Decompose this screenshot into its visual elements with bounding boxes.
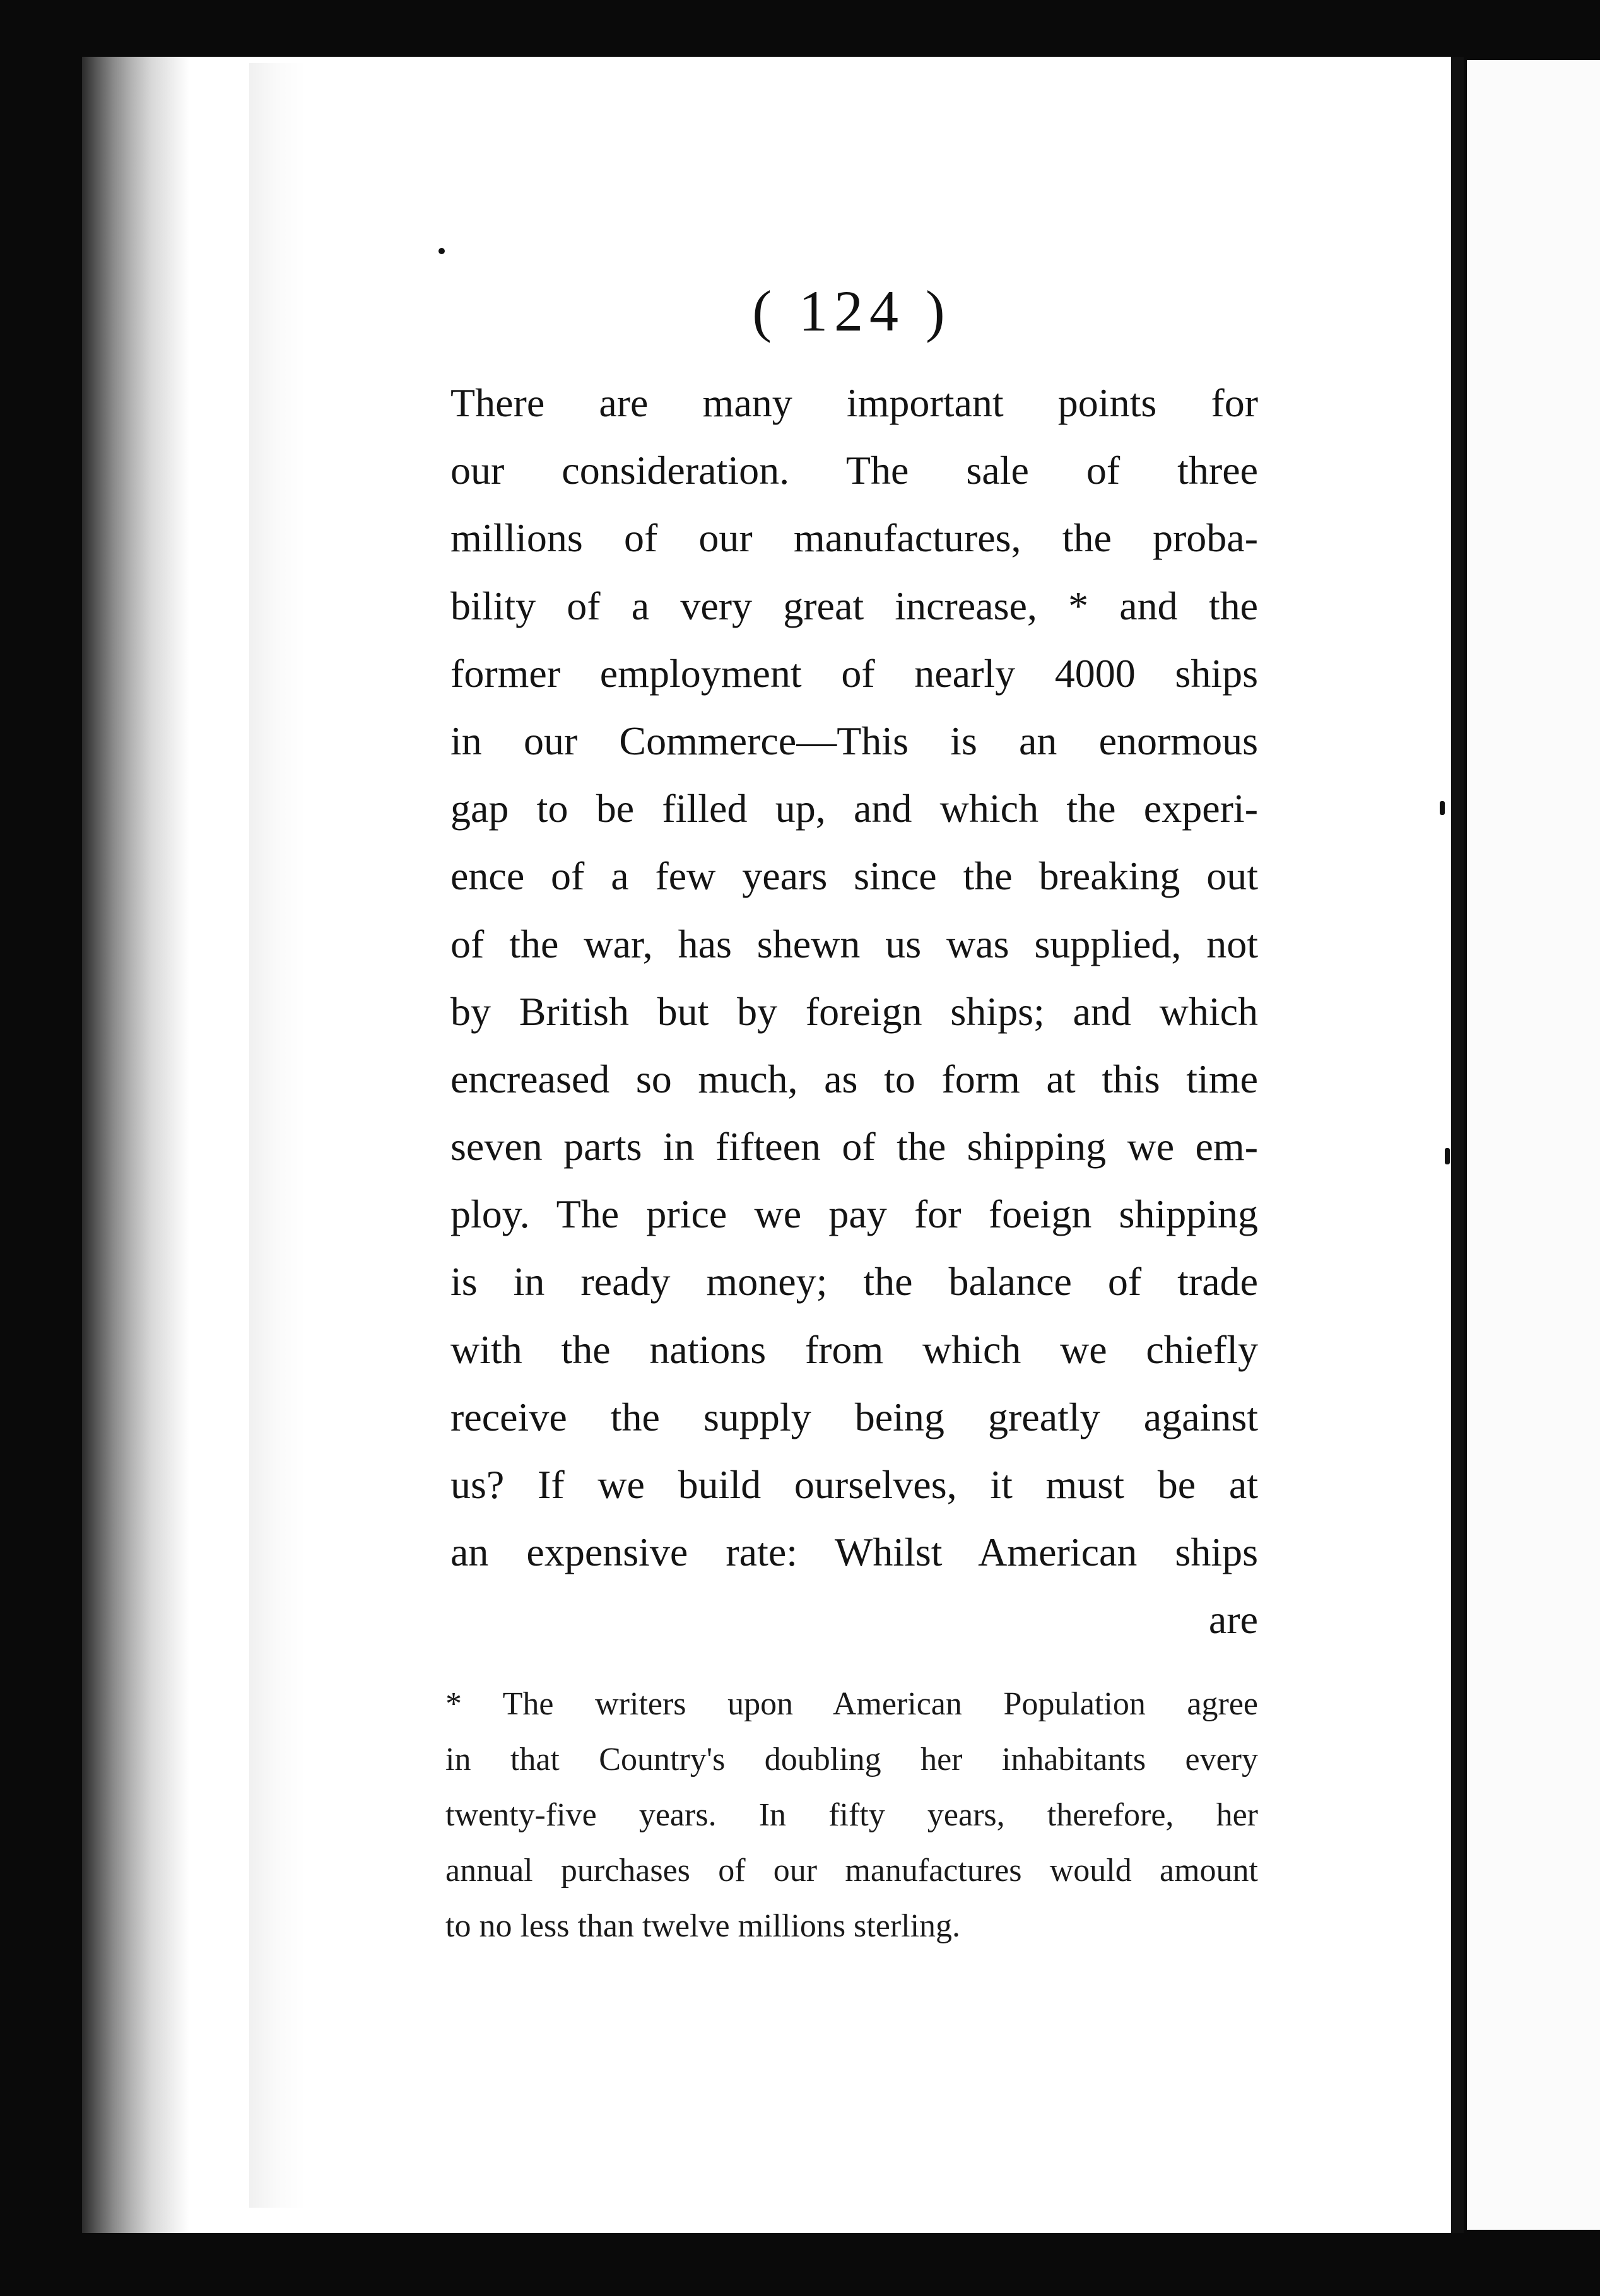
catchword: are xyxy=(1208,1597,1258,1643)
text-line: seven parts in fifteen of the shipping we em- xyxy=(450,1124,1258,1169)
text-line: millions of our manufactures, the proba- xyxy=(450,515,1258,561)
text-line: former employment of nearly 4000 ships xyxy=(450,650,1258,696)
text-line: encreased so much, as to form at this time xyxy=(450,1056,1258,1101)
footnote xyxy=(445,1677,1258,1954)
text-line: gap to be filled up, and which the experi- xyxy=(450,786,1258,831)
gutter-shadow xyxy=(249,63,306,2208)
footnote-line: twenty-five years. In fifty years, therefore, her xyxy=(445,1797,1258,1833)
ink-speck xyxy=(1445,1148,1450,1164)
text-line: bility of a very great increase, * and the xyxy=(450,583,1258,628)
page-number: ( 124 ) xyxy=(752,279,951,343)
ink-speck xyxy=(1440,801,1445,815)
text-line: of the war, has shewn us was supplied, not xyxy=(450,921,1258,966)
text-line: ploy. The price we pay for foeign shipping xyxy=(450,1192,1258,1237)
text-line: our consideration. The sale of three xyxy=(450,448,1258,493)
book-spine xyxy=(1451,57,1464,2233)
text-line: ence of a few years since the breaking out xyxy=(450,853,1258,899)
text-line: by British but by foreign ships; and which xyxy=(450,988,1258,1034)
text-line: us? If we build ourselves, it must be at xyxy=(450,1462,1258,1507)
body-text xyxy=(450,369,1258,1654)
ink-speck xyxy=(438,248,445,254)
text-line: receive the supply being greatly against xyxy=(450,1394,1258,1439)
footnote-line: * The writers upon American Population agree xyxy=(445,1686,1258,1722)
footnote-line: to no less than twelve millions sterling. xyxy=(445,1908,961,1944)
text-line: There are many important points for xyxy=(450,380,1258,425)
footnote-line: annual purchases of our manufactures would amount xyxy=(445,1853,1258,1889)
text-line: in our Commerce—This is an enormous xyxy=(450,718,1258,763)
page-leaf-edge xyxy=(82,57,189,2233)
next-page-edge xyxy=(1467,60,1600,2230)
text-line: with the nations from which we chiefly xyxy=(450,1327,1258,1372)
footnote-line: in that Country's doubling her inhabitants every xyxy=(445,1742,1258,1778)
text-line: an expensive rate: Whilst American ships xyxy=(450,1530,1258,1575)
text-line: is in ready money; the balance of trade xyxy=(450,1259,1258,1304)
